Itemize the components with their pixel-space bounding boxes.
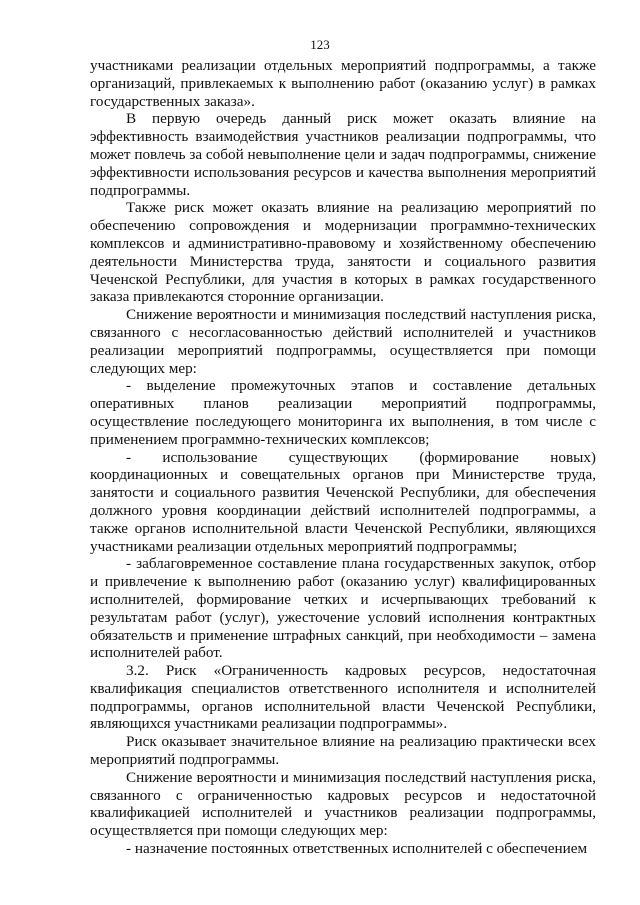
list-item-interim-stages: - выделение промежуточных этапов и составление детальных оперативных планов реализации мероприятий подпрограммы, осуществление последующего мониторинга их выполнения, в том числе с применением программно-технических комплексов; xyxy=(90,377,596,448)
list-item-procurement-plan: - заблаговременное составление плана государственных закупок, отбор и привлечение к выполнению работ (оказанию услуг) квалифицированных исполнителей, формирование четких и исчерпывающих требований к результатам работ (услуг), ужесточение условий исполнения контрактных обязательств и применение штрафных санкций, при необходимости – замена исполнителей работ. xyxy=(90,555,596,662)
paragraph-risk-influence: Риск оказывает значительное влияние на реализацию практически всех мероприятий подпрограммы. xyxy=(90,733,596,769)
page-number: 123 xyxy=(310,37,330,52)
paragraph-continuation: участниками реализации отдельных мероприятий подпрограммы, а также организаций, привлекаемых к выполнению работ (оказанию услуг) в рамках государственных заказа». xyxy=(90,57,596,110)
section-heading-3-2: 3.2. Риск «Ограниченность кадровых ресурсов, недостаточная квалификация специалистов ответственного исполнителя и исполнителей подпрограммы, органов исполнительной власти Чеченской Республики, являющихся участниками реализации подпрограммы». xyxy=(90,662,596,733)
paragraph-mitigation-intro: Снижение вероятности и минимизация последствий наступления риска, связанного с несогласованностью действий исполнителей и участников реализации мероприятий подпрограммы, осуществляется при помощи следующих мер: xyxy=(90,306,596,377)
paragraph-risk-support: Также риск может оказать влияние на реализацию мероприятий по обеспечению сопровождения и модернизации программно-технических комплексов и административно-правовому и хозяйственному обеспечению деятельности Министерства труда, занятости и социального развития Чеченской Республики, для участия в которых в рамках государственного заказа привлекаются сторонние организации. xyxy=(90,199,596,306)
paragraph-risk-impact: В первую очередь данный риск может оказать влияние на эффективность взаимодействия участников реализации подпрограммы, что может повлечь за собой невыполнение цели и задач подпрограммы, снижение эффективности использования ресурсов и качества выполнения мероприятий подпрограммы. xyxy=(90,110,596,199)
document-body xyxy=(90,57,596,858)
list-item-responsible-executors: - назначение постоянных ответственных исполнителей с обеспечением xyxy=(126,840,588,858)
list-item-coordination-bodies: - использование существующих (формирование новых) координационных и совещательных органов при Министерстве труда, занятости и социального развития Чеченской Республики, для обеспечения должного уровня координации действий исполнителей подпрограммы, а также органов исполнительной власти Чеченской Республики, являющихся участниками реализации отдельных мероприятий подпрограммы; xyxy=(90,448,596,555)
paragraph-mitigation-intro-2: Снижение вероятности и минимизация последствий наступления риска, связанного с ограниченностью кадровых ресурсов и недостаточной квалификацией исполнителей и участников реализации подпрограммы, осуществляется при помощи следующих мер: xyxy=(90,768,596,840)
